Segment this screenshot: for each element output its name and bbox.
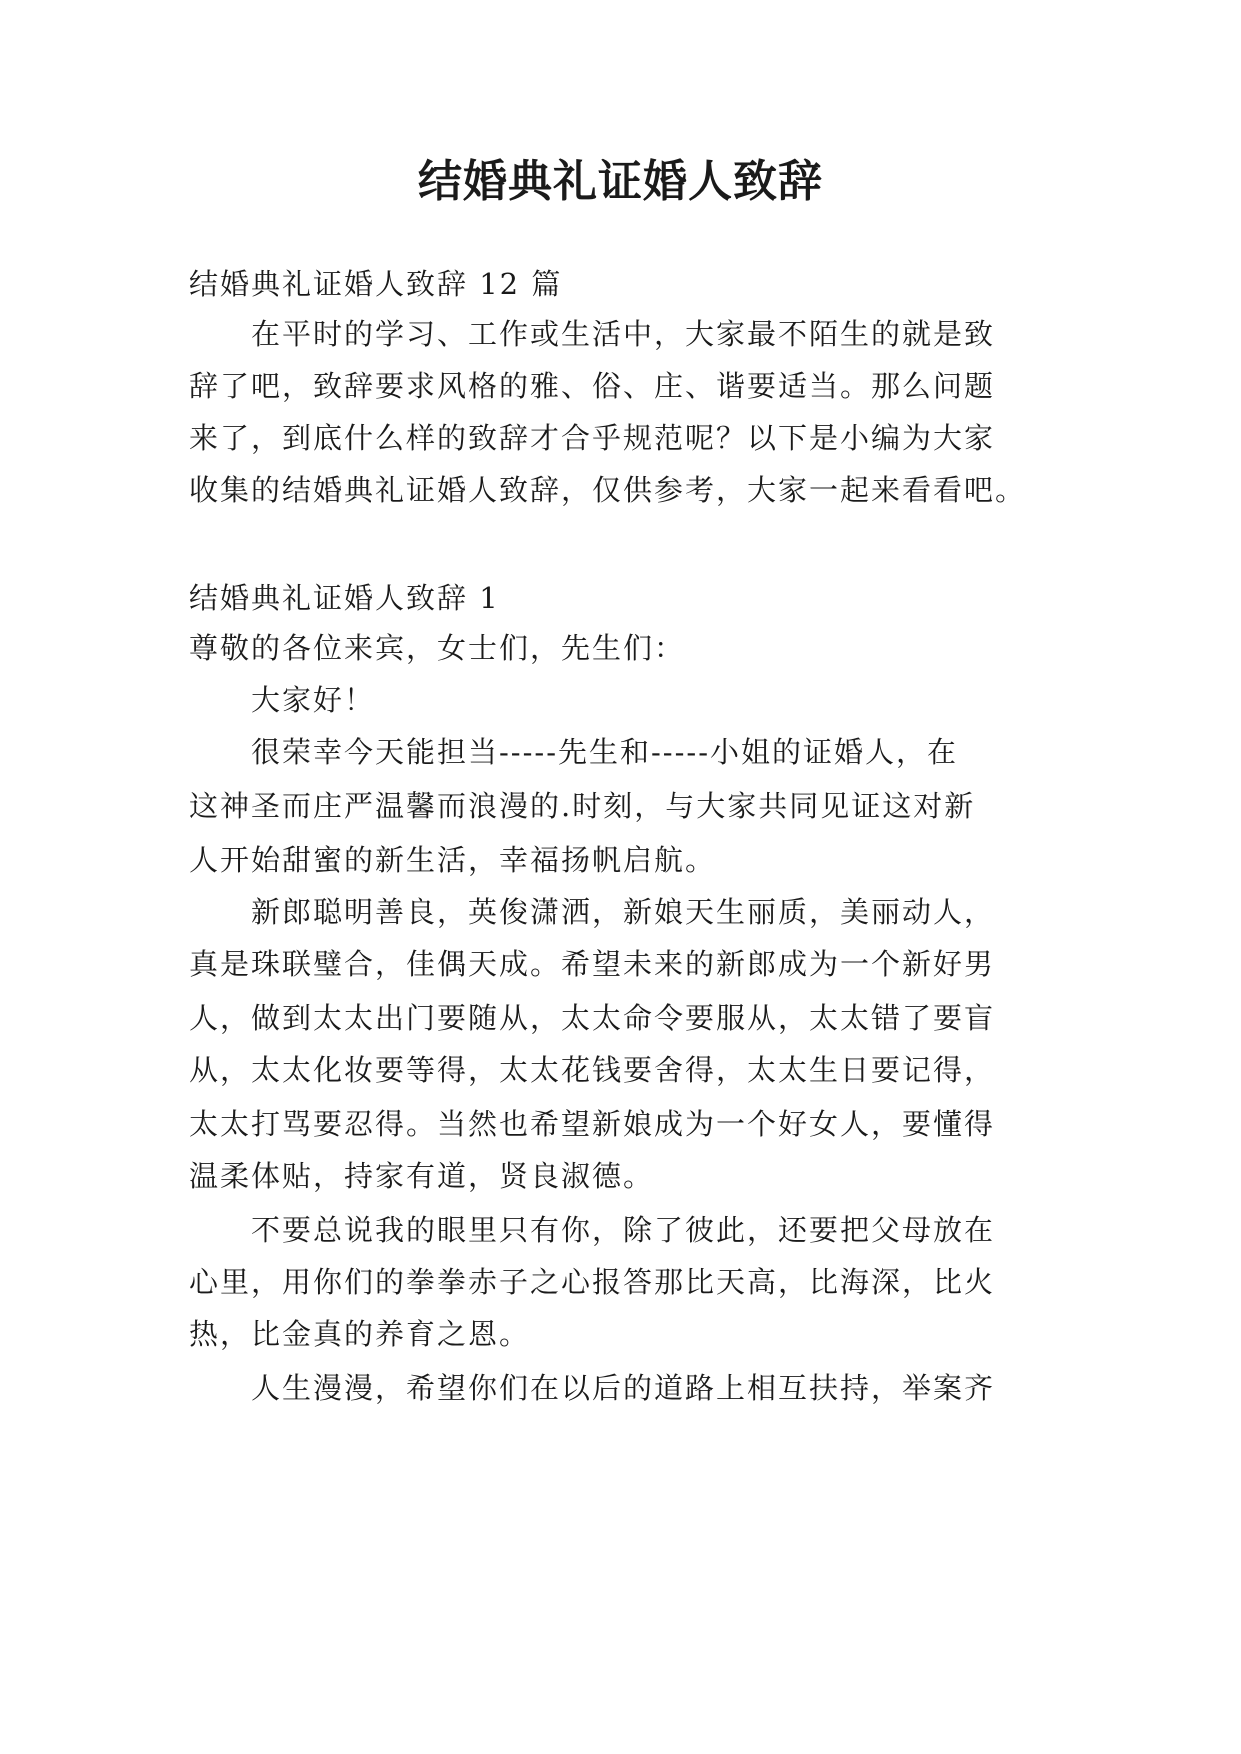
intro-line: 收集的结婚典礼证婚人致辞，仅供参考，大家一起来看看吧。	[189, 473, 1027, 507]
body-line: 真是珠联璧合，佳偶天成。希望未来的新郎成为一个新好男	[189, 947, 996, 981]
body-line: 人生漫漫，希望你们在以后的道路上相互扶持，举案齐	[189, 1371, 996, 1405]
body-line: 新郎聪明善良，英俊潇洒，新娘天生丽质，美丽动人，	[189, 895, 996, 929]
intro-line: 在平时的学习、工作或生活中，大家最不陌生的就是致	[189, 317, 996, 351]
body-line: 很荣幸今天能担当-----先生和-----小姐的证婚人，在	[189, 735, 958, 769]
body-line: 从，太太化妆要等得，太太花钱要舍得，太太生日要记得，	[189, 1053, 996, 1087]
body-line: 太太打骂要忍得。当然也希望新娘成为一个好女人，要懂得	[189, 1107, 996, 1141]
intro-line: 辞了吧，致辞要求风格的雅、俗、庄、谐要适当。那么问题	[189, 369, 996, 403]
document-title: 结婚典礼证婚人致辞	[418, 156, 823, 207]
body-line: 这神圣而庄严温馨而浪漫的.时刻，与大家共同见证这对新	[189, 789, 976, 823]
body-line: 温柔体贴，持家有道，贤良淑德。	[189, 1159, 655, 1193]
body-line: 人开始甜蜜的新生活，幸福扬帆启航。	[189, 843, 717, 877]
section-heading: 结婚典礼证婚人致辞 1	[189, 581, 500, 615]
body-line: 人，做到太太出门要随从，太太命令要服从，太太错了要盲	[189, 1001, 996, 1035]
intro-line: 来了，到底什么样的致辞才合乎规范呢？以下是小编为大家	[189, 421, 996, 455]
subtitle-line: 结婚典礼证婚人致辞 12 篇	[189, 267, 563, 301]
body-line: 不要总说我的眼里只有你，除了彼此，还要把父母放在	[189, 1213, 996, 1247]
body-line: 心里，用你们的拳拳赤子之心报答那比天高，比海深，比火	[189, 1265, 996, 1299]
salutation-line: 尊敬的各位来宾，女士们，先生们：	[189, 631, 686, 665]
body-line: 热，比金真的养育之恩。	[189, 1317, 531, 1351]
greeting-line: 大家好！	[189, 683, 376, 717]
